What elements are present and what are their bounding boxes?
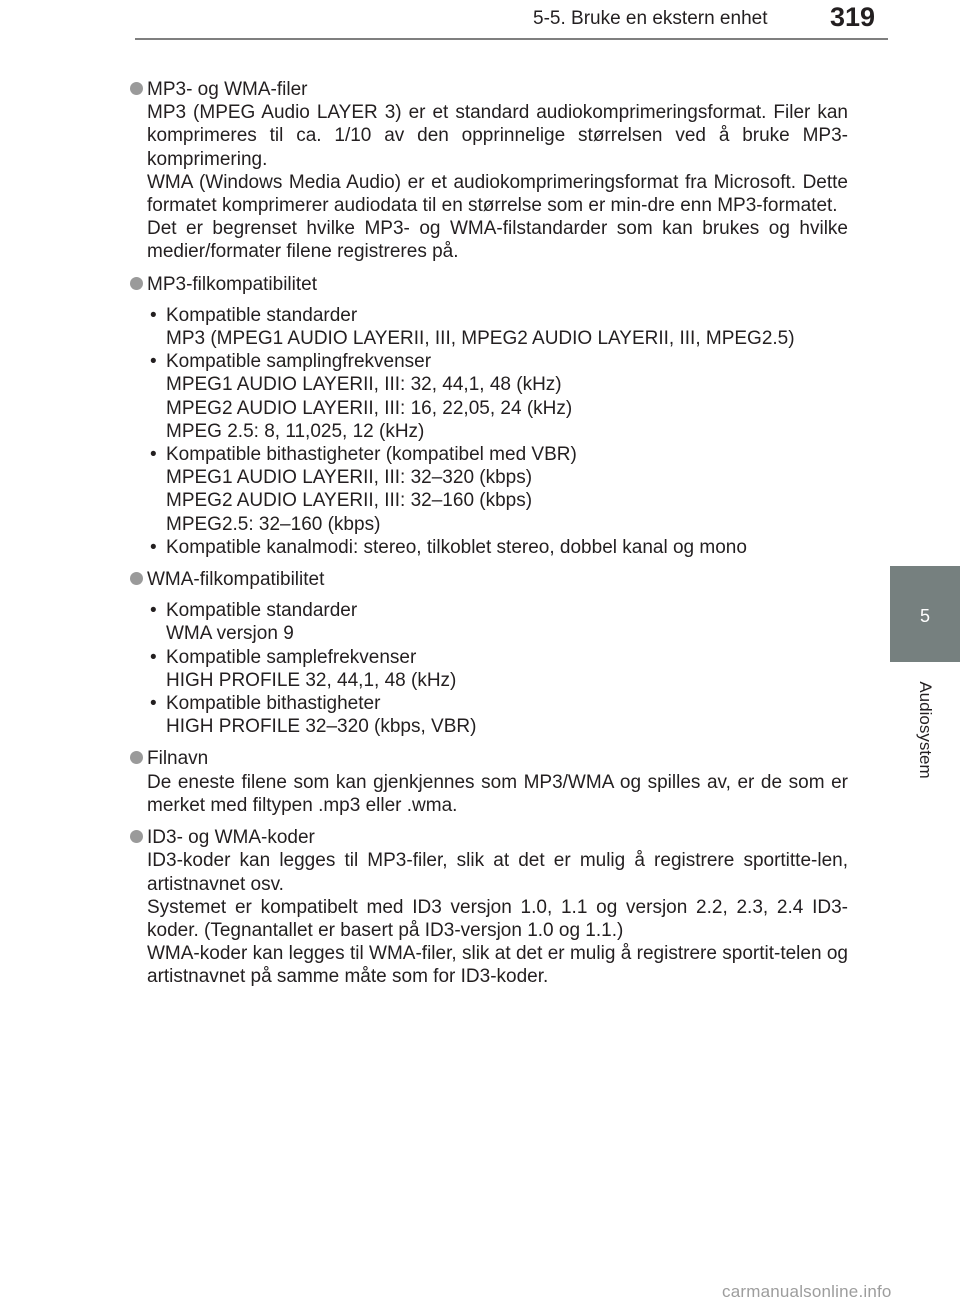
paragraph: ID3-koder kan legges til MP3-filer, slik at det er mulig å registrere sportitte-len, artistnavnet osv. xyxy=(147,850,848,895)
item-label: Kompatible standarder xyxy=(166,304,358,326)
section-heading: MP3- og WMA-filer xyxy=(147,79,308,100)
list-dot-icon: • xyxy=(150,600,157,622)
page-header xyxy=(0,0,960,40)
page-number: 319 xyxy=(830,2,876,32)
item-value: HIGH PROFILE 32, 44,1, 48 (kHz) xyxy=(166,669,457,691)
item-value: MP3 (MPEG1 AUDIO LAYERII, III, MPEG2 AUDIO LAYERII, III, MPEG2.5) xyxy=(166,328,795,350)
list-dot-icon: • xyxy=(150,536,157,558)
list-item xyxy=(147,646,848,692)
item-label: Kompatible bithastigheter (kompatibel med VBR) xyxy=(166,444,577,466)
item-value: MPEG2.5: 32–160 (kbps) xyxy=(166,513,381,535)
item-label: Kompatible samplingfrekvenser xyxy=(166,351,432,373)
section-mp3-compatibility xyxy=(130,273,848,559)
list-dot-icon: • xyxy=(150,304,157,326)
side-tab-spacer xyxy=(890,0,960,566)
list-dot-icon: • xyxy=(150,693,157,715)
watermark-logo: carmanualsonline.info xyxy=(722,1282,892,1301)
bullet-circle-icon xyxy=(130,277,143,290)
section-heading: MP3-filkompatibilitet xyxy=(147,273,317,295)
item-label: Kompatible bithastigheter xyxy=(166,693,381,715)
item-value: MPEG1 AUDIO LAYERII, III: 32, 44,1, 48 (kHz) xyxy=(166,374,562,396)
chapter-label: Audiosystem xyxy=(916,681,935,779)
header-divider xyxy=(135,38,888,40)
paragraph: De eneste filene som kan gjenkjennes som MP3/WMA og spilles av, er de som er merket med filtypen .mp3 eller .wma. xyxy=(147,771,848,816)
list-item xyxy=(147,692,848,738)
section-heading: WMA-filkompatibilitet xyxy=(147,569,325,591)
paragraph: Systemet er kompatibelt med ID3 versjon 1.0, 1.1 og versjon 2.2, 2.3, 2.4 ID3-koder. (Tegnantallet er basert på ID3-versjon 1.0 og 1.1.) xyxy=(147,896,848,941)
paragraph: MP3 (MPEG Audio LAYER 3) er et standard audiokomprimeringsformat. Filer kan komprimeres til ca. 1/10 av den opprinnelige størrelsen ved å bruke MP3-komprimering. xyxy=(147,102,848,170)
side-tab xyxy=(890,566,960,662)
section-id3-wma-tags xyxy=(130,826,848,988)
item-value: MPEG 2.5: 8, 11,025, 12 (kHz) xyxy=(166,420,425,442)
item-value: WMA versjon 9 xyxy=(166,623,294,645)
page-content xyxy=(130,78,848,998)
bullet-circle-icon xyxy=(130,830,143,843)
bullet-circle-icon xyxy=(130,572,143,585)
paragraph: WMA (Windows Media Audio) er et audiokomprimeringsformat fra Microsoft. Dette formatet komprimerer audiodata til en størrelse som er min-dre enn MP3-formatet. xyxy=(147,171,848,217)
list-dot-icon: • xyxy=(150,646,157,668)
item-label: Kompatible samplefrekvenser xyxy=(166,646,417,668)
section-title: 5-5. Bruke en ekstern enhet xyxy=(533,8,768,29)
item-label: Kompatible standarder xyxy=(166,600,358,622)
compatibility-list xyxy=(147,304,848,559)
item-value: MPEG2 AUDIO LAYERII, III: 32–160 (kbps) xyxy=(166,490,533,512)
chapter-label-container xyxy=(890,662,960,782)
list-item xyxy=(147,304,848,350)
section-heading: Filnavn xyxy=(147,748,209,770)
compatibility-list xyxy=(147,599,848,738)
bullet-circle-icon xyxy=(130,82,143,95)
list-dot-icon: • xyxy=(150,351,157,373)
section-heading: ID3- og WMA-koder xyxy=(147,827,315,849)
chapter-number: 5 xyxy=(919,606,930,626)
section-filenames xyxy=(130,747,848,817)
list-dot-icon: • xyxy=(150,444,157,466)
item-value: MPEG2 AUDIO LAYERII, III: 16, 22,05, 24 (kHz) xyxy=(166,397,573,419)
list-item xyxy=(147,599,848,645)
list-item xyxy=(147,350,848,443)
list-item xyxy=(147,536,848,559)
paragraph: Det er begrenset hvilke MP3- og WMA-filstandarder som kan brukes og hvilke medier/formater filene registreres på. xyxy=(147,218,848,263)
item-value: HIGH PROFILE 32–320 (kbps, VBR) xyxy=(166,716,477,738)
paragraph: WMA-koder kan legges til WMA-filer, slik at det er mulig å registrere sportit-telen og artistnavnet på samme måte som for ID3-koder. xyxy=(147,943,848,988)
item-value: MPEG1 AUDIO LAYERII, III: 32–320 (kbps) xyxy=(166,467,533,489)
list-item xyxy=(147,443,848,536)
item-label: Kompatible kanalmodi: stereo, tilkoblet stereo, dobbel kanal og mono xyxy=(166,536,747,558)
bullet-circle-icon xyxy=(130,751,143,764)
section-mp3-wma-files xyxy=(130,78,848,264)
section-wma-compatibility xyxy=(130,568,848,738)
